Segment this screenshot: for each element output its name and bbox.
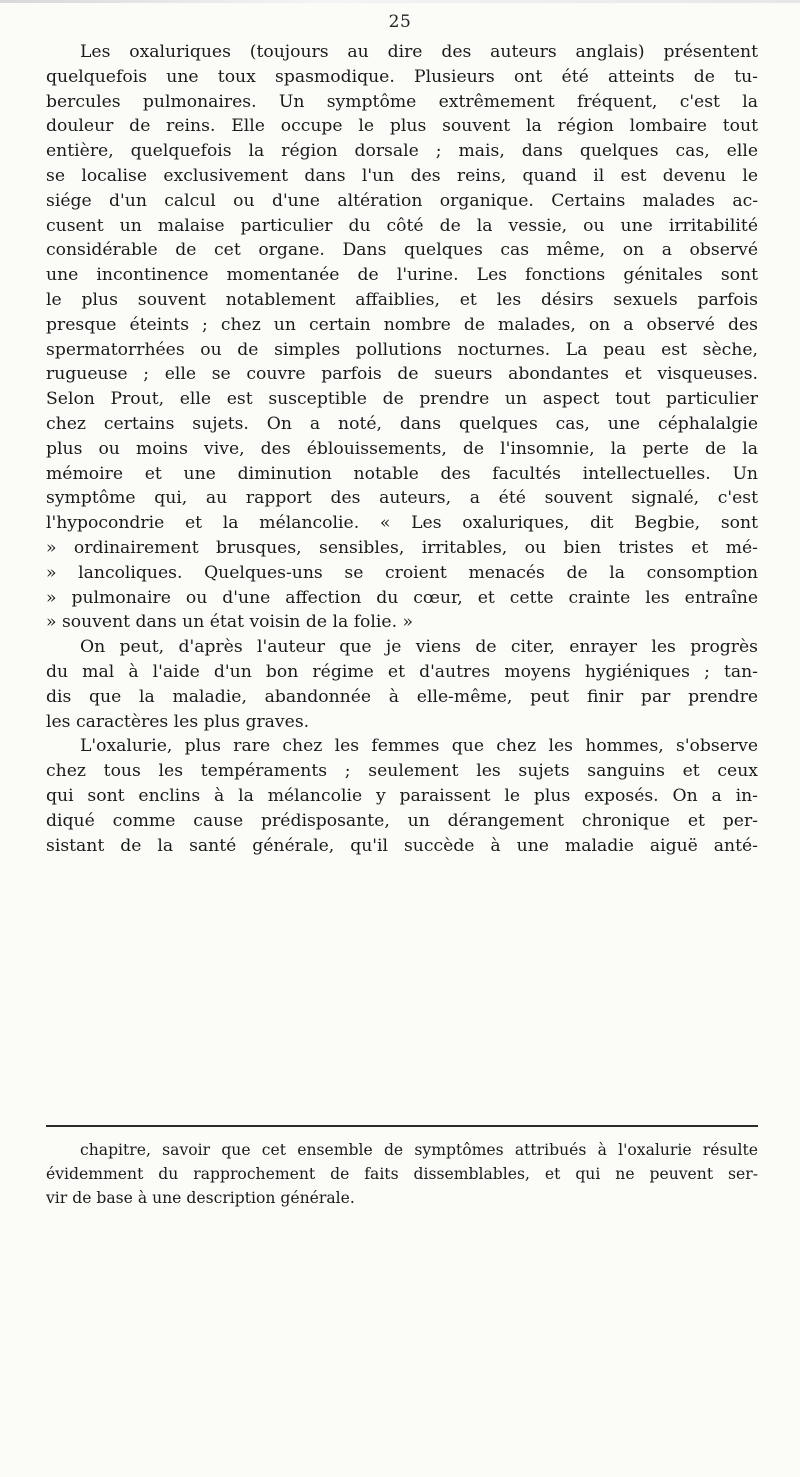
footnote: [46, 1138, 758, 1210]
text-line: chez certains sujets. On a noté, dans quelques cas, une céphalalgie: [46, 413, 758, 434]
footnote-line: évidemment du rapprochement de faits dissemblables, et qui ne peuvent ser-: [46, 1165, 758, 1183]
text-line: les caractères les plus graves.: [46, 711, 310, 732]
text-line: qui sont enclins à la mélancolie y paraissent le plus exposés. On a in-: [46, 785, 758, 806]
text-line: considérable de cet organe. Dans quelques cas même, on a observé: [46, 240, 758, 261]
text-line: quelquefois une toux spasmodique. Plusieurs ont été atteints de tu-: [46, 66, 758, 87]
text-line: entière, quelquefois la région dorsale ; mais, dans quelques cas, elle: [46, 141, 758, 162]
text-line: sistant de la santé générale, qu'il succède à une maladie aiguë anté-: [46, 835, 758, 856]
text-line: cusent un malaise particulier du côté de la vessie, ou une irritabilité: [46, 215, 758, 236]
text-line: bercules pulmonaires. Un symptôme extrêmement fréquent, c'est la: [46, 91, 758, 112]
text-line: plus ou moins vive, des éblouissements, de l'insomnie, la perte de la: [46, 438, 758, 459]
text-line: mémoire et une diminution notable des facultés intellectuelles. Un: [46, 463, 758, 484]
text-line: dis que la maladie, abandonnée à elle-même, peut finir par prendre: [46, 686, 758, 707]
main-text: [46, 40, 758, 858]
footnote-separator: [46, 1125, 758, 1127]
text-line: se localise exclusivement dans l'un des reins, quand il est devenu le: [46, 165, 758, 186]
text-line: symptôme qui, au rapport des auteurs, a été souvent signalé, c'est: [46, 488, 758, 509]
quote-line: » ordinairement brusques, sensibles, irritables, ou bien tristes et mé-: [46, 537, 758, 558]
text-line: Les oxaluriques (toujours au dire des auteurs anglais) présentent: [80, 42, 758, 62]
text-line: une incontinence momentanée de l'urine. Les fonctions génitales sont: [46, 265, 758, 286]
text-line: diqué comme cause prédisposante, un dérangement chronique et per-: [46, 810, 758, 831]
text-line: spermatorrhées ou de simples pollutions nocturnes. La peau est sèche,: [46, 339, 758, 360]
text-line: On peut, d'après l'auteur que je viens de citer, enrayer les progrès: [80, 637, 758, 658]
footnote-line: chapitre, savoir que cet ensemble de symptômes attribués à l'oxalurie résulte: [80, 1141, 758, 1159]
page-number: 25: [388, 12, 412, 32]
footnote-line: vir de base à une description générale.: [46, 1189, 355, 1207]
page-top-edge: [0, 0, 800, 3]
text-line: chez tous les tempéraments ; seulement les sujets sanguins et ceux: [46, 761, 758, 782]
text-line: Selon Prout, elle est susceptible de prendre un aspect tout particulier: [46, 389, 758, 410]
text-line: L'oxalurie, plus rare chez les femmes que chez les hommes, s'observe: [80, 736, 758, 757]
text-line: le plus souvent notablement affaiblies, et les désirs sexuels parfois: [46, 289, 758, 310]
text-line: du mal à l'aide d'un bon régime et d'autres moyens hygiéniques ; tan-: [46, 661, 758, 682]
text-line: presque éteints ; chez un certain nombre de malades, on a observé des: [46, 314, 758, 335]
text-line: rugueuse ; elle se couvre parfois de sueurs abondantes et visqueuses.: [46, 364, 758, 385]
text-line: l'hypocondrie et la mélancolie. « Les oxaluriques, dit Begbie, sont: [46, 513, 758, 534]
quote-line: » pulmonaire ou d'une affection du cœur, et cette crainte les entraîne: [46, 587, 758, 608]
quote-line: » souvent dans un état voisin de la folie. »: [46, 612, 414, 633]
text-line: siége d'un calcul ou d'une altération organique. Certains malades ac-: [46, 190, 758, 211]
text-line: douleur de reins. Elle occupe le plus souvent la région lombaire tout: [46, 116, 758, 137]
quote-line: » lancoliques. Quelques-uns se croient menacés de la consomption: [46, 562, 758, 583]
